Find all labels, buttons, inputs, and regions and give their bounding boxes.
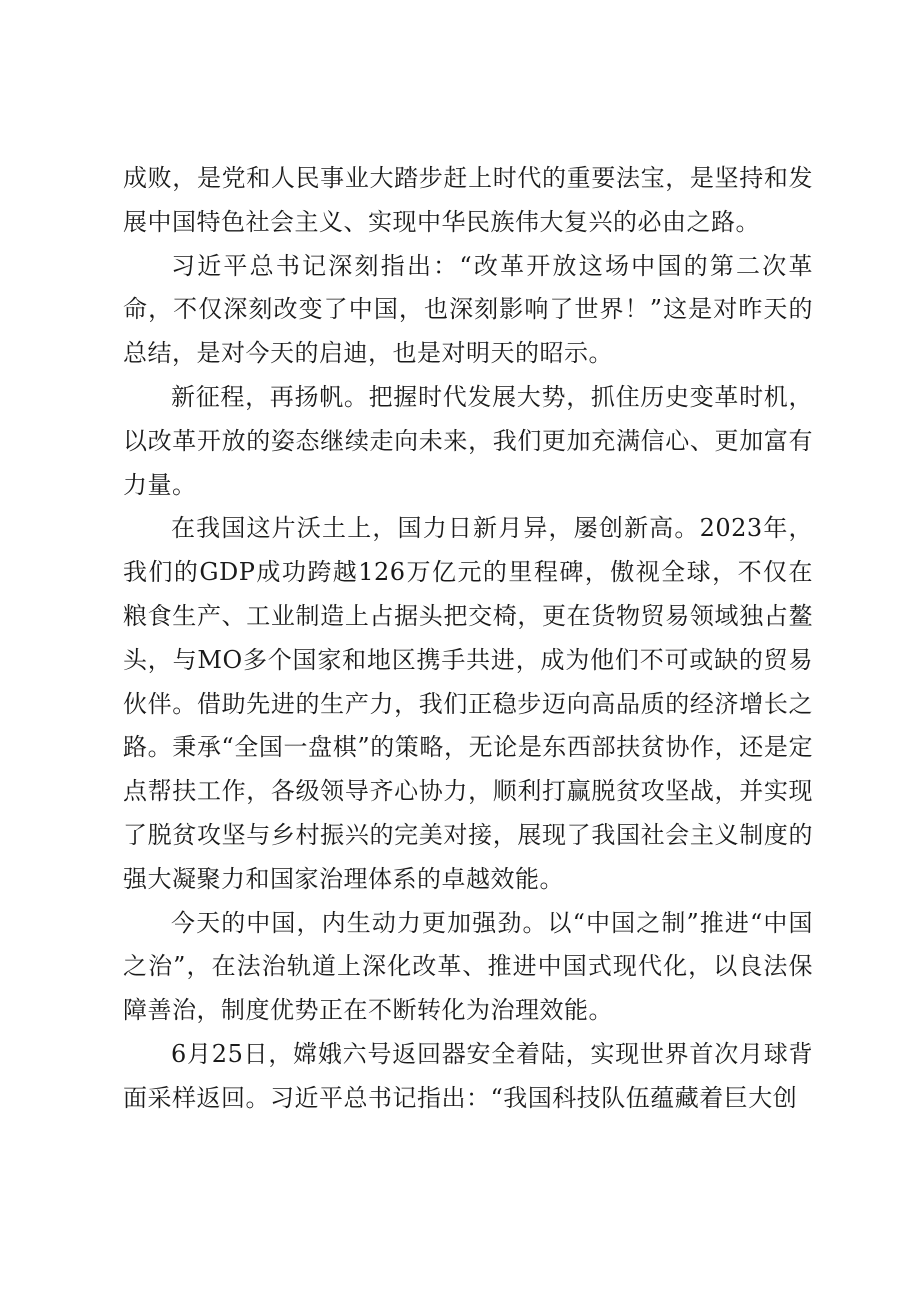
paragraph-3: 新征程，再扬帆。把握时代发展大势，抓住历史变革时机，以改革开放的姿态继续走向未来，我们更加充满信心、更加富有力量。	[123, 382, 813, 499]
paragraph-1: 成败，是党和人民事业大踏步赶上时代的重要法宝，是坚持和发展中国特色社会主义、实现中华民族伟大复兴的必由之路。	[123, 164, 813, 236]
paragraph-6: 6月25日，嫦娥六号返回器安全着陆，实现世界首次月球背面采样返回。习近平总书记指出：“我国科技队伍蕴藏着巨大创	[123, 1039, 813, 1112]
body-text	[123, 157, 813, 1121]
paragraph-4: 在我国这片沃土上，国力日新月异，屡创新高。2023年，我们的GDP成功跨越126万亿元的里程碑，傲视全球，不仅在粮食生产、工业制造上占据头把交椅，更在货物贸易领域独占鳌头，与MO多个国家和地区携手共进，成为他们不可或缺的贸易伙伴。借助先进的生产力，我们正稳步迈向高品质的经济增长之路。秉承“全国一盘棋”的策略，无论是东西部扶贫协作，还是定点帮扶工作，各级领导齐心协力，顺利打赢脱贫攻坚战，并实现了脱贫攻坚与乡村振兴的完美对接，展现了我国社会主义制度的强大凝聚力和国家治理体系的卓越效能。	[123, 514, 813, 893]
paragraph-2: 习近平总书记深刻指出：“改革开放这场中国的第二次革命，不仅深刻改变了中国，也深刻影响了世界！”这是对昨天的总结，是对今天的启迪，也是对明天的昭示。	[123, 251, 813, 368]
paragraph-5: 今天的中国，内生动力更加强劲。以“中国之制”推进“中国之治”，在法治轨道上深化改革、推进中国式现代化，以良法保障善治，制度优势正在不断转化为治理效能。	[123, 908, 813, 1025]
